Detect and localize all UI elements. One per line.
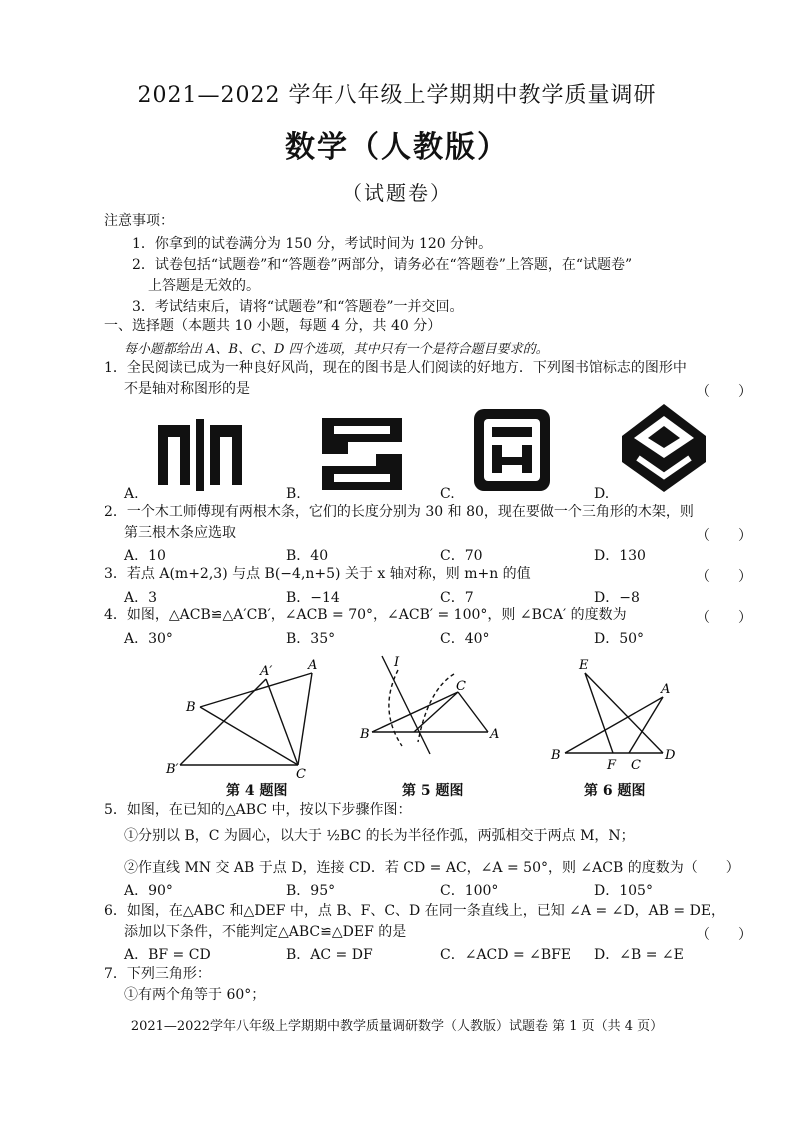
subject-title: 数学（人教版） — [285, 130, 509, 165]
q6-answer-paren: （ ） — [696, 927, 752, 943]
q1-line2: 不是轴对称图形的是 — [124, 381, 250, 397]
figure-5-diagram — [358, 650, 508, 760]
fig4-label-a-prime: A′ — [260, 664, 273, 679]
notice-item-2: 2．试卷包括“试题卷”和“答题卷”两部分，请务必在“答题卷”上答题，在“试题卷” — [132, 257, 633, 273]
q1-option-a: A. — [124, 486, 139, 502]
q4-answer-paren: （ ） — [696, 610, 752, 626]
fig6-label-f: F — [607, 758, 617, 773]
q1-line1: 1．全民阅读已成为一种良好风尚，现在的图书是人们阅读的好地方．下列图书馆标志的图形中 — [104, 360, 687, 376]
q6-line1: 6．如图，在△ABC 和△DEF 中，点 B、F、C、D 在同一条直线上，已知 ∠A = ∠D，AB = DE， — [104, 903, 726, 919]
q1-option-b: B. — [286, 486, 301, 502]
fig6-caption: 第 6 题图 — [584, 783, 646, 799]
page-footer: 2021—2022学年八年级上学期期中教学质量调研数学（人教版）试题卷 第 1 页（共 4 页） — [130, 1019, 664, 1034]
fig6-label-a: A — [661, 682, 671, 697]
q6-option-b: B．AC = DF — [286, 947, 373, 963]
fig4-caption: 第 4 题图 — [226, 783, 288, 799]
q2-option-d: D．130 — [594, 548, 646, 564]
fig4-label-b-prime: B′ — [166, 762, 179, 777]
q2-option-a: A．10 — [124, 548, 166, 564]
q3-option-d: D．−8 — [594, 590, 640, 606]
q3-line1: 3．若点 A(m+2,3) 与点 B(−4,n+5) 关于 x 轴对称，则 m+n 的值 — [104, 566, 531, 582]
q2-line1: 2．一个木工师傅现有两根木条，它们的长度分别为 30 和 80，现在要做一个三角形的木架，则 — [104, 504, 694, 520]
q2-option-b: B．40 — [286, 548, 329, 564]
q3-option-c: C．7 — [440, 590, 474, 606]
q5-option-b: B．95° — [286, 883, 336, 899]
q5-line3: ②作直线 MN 交 AB 于点 D，连接 CD．若 CD = AC，∠A = 50°，则 ∠ACB 的度数为（ ） — [124, 860, 740, 876]
q6-option-a: A．BF = CD — [124, 947, 211, 963]
fig6-label-d: D — [665, 748, 676, 763]
fig5-label-i: I — [394, 655, 400, 670]
q5-option-d: D．105° — [594, 883, 653, 899]
q7-line1: 7．下列三角形： — [104, 966, 211, 982]
q5-option-c: C．100° — [440, 883, 499, 899]
q4-option-d: D．50° — [594, 631, 645, 647]
fig4-label-c: C — [296, 767, 306, 780]
q4-option-b: B．35° — [286, 631, 336, 647]
q6-line2: 添加以下条件，不能判定△ABC≌△DEF 的是 — [124, 924, 407, 940]
notice-item-3: 3．考试结束后，请将“试题卷”和“答题卷”一并交回。 — [132, 299, 464, 315]
q1-option-c: C. — [440, 486, 455, 502]
fig5-label-a: A — [490, 727, 500, 742]
paper-type: （试题卷） — [342, 181, 452, 205]
q6-option-d: D．∠B = ∠E — [594, 947, 684, 963]
q5-option-a: A．90° — [124, 883, 173, 899]
library-logo-d-icon — [618, 400, 710, 496]
fig4-label-a: A — [308, 658, 318, 673]
fig4-label-b: B — [186, 700, 196, 715]
figure-4-diagram — [160, 655, 330, 780]
library-logo-c-icon — [470, 405, 554, 495]
q2-option-c: C．70 — [440, 548, 483, 564]
q1-option-d: D. — [594, 486, 610, 502]
figure-6-diagram — [545, 655, 690, 773]
fig6-label-b: B — [551, 748, 561, 763]
q4-option-a: A．30° — [124, 631, 173, 647]
notice-item-1: 1．你拿到的试卷满分为 150 分，考试时间为 120 分钟。 — [132, 236, 493, 252]
q7-line2: ①有两个角等于 60°； — [124, 987, 266, 1003]
q5-line2: ①分别以 B，C 为圆心，以大于 ½BC 的长为半径作弧，两弧相交于两点 M，N； — [124, 828, 635, 844]
library-logo-a-icon — [150, 415, 250, 495]
q2-line2: 第三根木条应选取 — [124, 525, 236, 541]
section-instruction: 每小题都给出 A、B、C、D 四个选项，其中只有一个是符合题目要求的。 — [124, 342, 549, 357]
exam-title: 2021—2022 学年八年级上学期期中教学质量调研 — [137, 83, 657, 108]
q2-answer-paren: （ ） — [696, 528, 752, 544]
section-heading: 一、选择题（本题共 10 小题，每题 4 分，共 40 分） — [104, 318, 442, 334]
q6-option-c: C．∠ACD = ∠BFE — [440, 947, 572, 963]
notice-item-2-cont: 上答题是无效的。 — [148, 278, 260, 294]
library-logo-b-icon — [312, 412, 412, 496]
q3-answer-paren: （ ） — [696, 569, 752, 585]
fig6-label-c: C — [631, 758, 641, 773]
fig5-label-c: C — [456, 679, 466, 694]
q4-option-c: C．40° — [440, 631, 490, 647]
fig5-caption: 第 5 题图 — [402, 783, 464, 799]
q1-answer-paren: （ ） — [696, 384, 752, 400]
notice-heading: 注意事项： — [104, 213, 174, 229]
q3-option-a: A．3 — [124, 590, 158, 606]
q5-line1: 5．如图，在已知的△ABC 中，按以下步骤作图： — [104, 802, 412, 818]
q3-option-b: B．−14 — [286, 590, 340, 606]
fig5-label-b: B — [360, 727, 370, 742]
fig6-label-e: E — [579, 658, 589, 673]
q4-line1: 4．如图，△ACB≌△A′CB′，∠ACB = 70°，∠ACB′ = 100°，则 ∠BCA′ 的度数为 — [104, 607, 627, 623]
